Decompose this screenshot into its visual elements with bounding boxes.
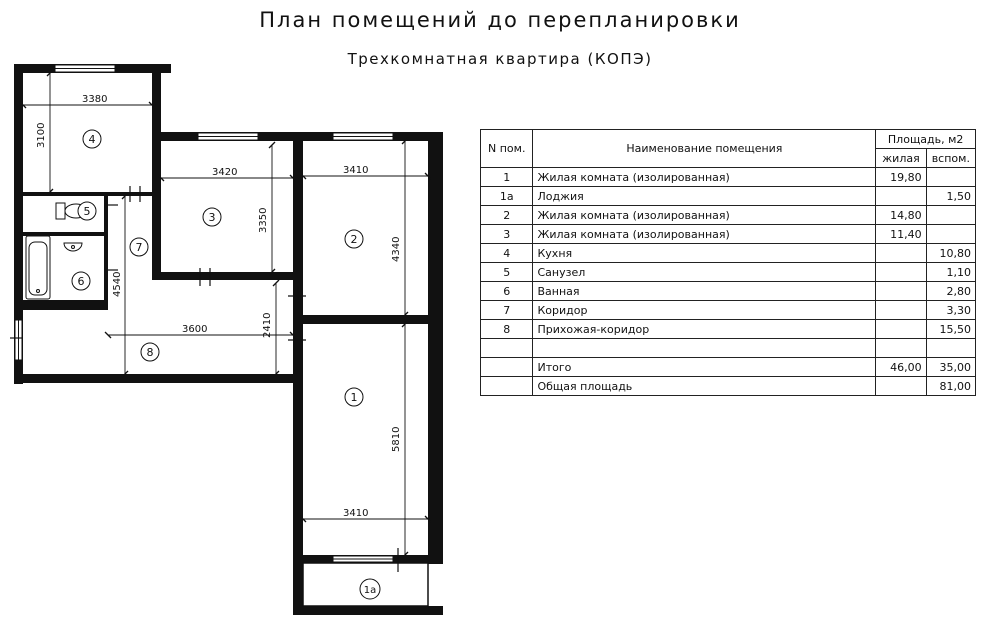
- dim-room1-height: 5810: [391, 426, 402, 452]
- row-living-area: [876, 377, 926, 396]
- row-name: Санузел: [533, 263, 876, 282]
- room-4-label: [83, 130, 101, 148]
- partition-room3-west: [152, 144, 161, 280]
- row-name: Жилая комната (изолированная): [533, 225, 876, 244]
- room-2-label: [345, 230, 363, 248]
- header-room-number: N пом.: [481, 130, 533, 168]
- row-aux-area: [926, 168, 975, 187]
- row-number: 8: [481, 320, 533, 339]
- svg-text:2: 2: [350, 233, 358, 246]
- dim-room7-length: 4540: [112, 271, 123, 297]
- row-living-area: 14,80: [876, 206, 926, 225]
- row-number: [481, 358, 533, 377]
- row-aux-area: 81,00: [926, 377, 975, 396]
- svg-text:5: 5: [83, 205, 91, 218]
- partition-bath-south: [23, 300, 108, 310]
- row-name: Жилая комната (изолированная): [533, 168, 876, 187]
- table-row: [481, 301, 976, 320]
- dim-room1-width: 3410: [343, 508, 369, 519]
- table-row: [481, 168, 976, 187]
- table-row: [481, 320, 976, 339]
- row-name: [533, 339, 876, 358]
- row-number: 1: [481, 168, 533, 187]
- header-room-name: Наименование помещения: [533, 130, 876, 168]
- dim-room3-height: 3350: [258, 207, 269, 233]
- row-aux-area: 2,80: [926, 282, 975, 301]
- row-living-area: [876, 282, 926, 301]
- svg-text:4: 4: [88, 133, 96, 146]
- row-name: Жилая комната (изолированная): [533, 206, 876, 225]
- row-name: Кухня: [533, 244, 876, 263]
- room-7-label: [130, 238, 148, 256]
- row-living-area: 46,00: [876, 358, 926, 377]
- row-name: Ванная: [533, 282, 876, 301]
- dim-room3-width: 3420: [212, 167, 238, 178]
- dim-room8-height: 2410: [262, 312, 273, 338]
- row-name: Прихожая-коридор: [533, 320, 876, 339]
- toilet-tank: [56, 203, 65, 219]
- row-living-area: 11,40: [876, 225, 926, 244]
- row-aux-area: 3,30: [926, 301, 975, 320]
- partition-room3-room2: [293, 141, 303, 301]
- wall-north-rooms: [152, 132, 443, 141]
- wall-east: [428, 132, 443, 564]
- svg-text:1: 1: [350, 391, 358, 404]
- area-table: [480, 129, 976, 396]
- row-number: 5: [481, 263, 533, 282]
- outer-walls: [14, 64, 443, 615]
- page-subtitle: Трехкомнатная квартира (КОПЭ): [347, 50, 653, 68]
- svg-text:3: 3: [208, 211, 216, 224]
- table-row: [481, 225, 976, 244]
- row-number: 2: [481, 206, 533, 225]
- room-8-label: [141, 343, 159, 361]
- table-row: [481, 206, 976, 225]
- table-row: [481, 339, 976, 358]
- floor-plan: [0, 0, 470, 625]
- sink: [64, 243, 82, 251]
- wall-south-hall: [14, 374, 294, 383]
- row-number: [481, 377, 533, 396]
- room-labels: [72, 130, 380, 599]
- row-number: 6: [481, 282, 533, 301]
- svg-text:7: 7: [135, 241, 143, 254]
- header-area: Площадь, м2: [876, 130, 976, 149]
- wall-loggia-south: [293, 606, 443, 615]
- row-living-area: [876, 301, 926, 320]
- room-1a-label: [360, 579, 380, 599]
- dim-room2-width: 3410: [343, 165, 369, 176]
- row-aux-area: 10,80: [926, 244, 975, 263]
- table-row: [481, 282, 976, 301]
- svg-text:6: 6: [77, 275, 85, 288]
- svg-text:1а: 1а: [363, 585, 377, 596]
- table-row: [481, 244, 976, 263]
- partition-wc-east: [104, 196, 108, 310]
- room-3-label: [203, 208, 221, 226]
- row-living-area: 19,80: [876, 168, 926, 187]
- room-1-label: [345, 388, 363, 406]
- room-6-label: [72, 272, 90, 290]
- row-living-area: [876, 320, 926, 339]
- table-row: [481, 187, 976, 206]
- row-name: Итого: [533, 358, 876, 377]
- partition-kitchen-south: [23, 192, 154, 196]
- svg-text:8: 8: [146, 346, 154, 359]
- dim-room4-width: 3380: [82, 94, 108, 105]
- dimension-lines: [23, 73, 428, 555]
- dim-room2-height: 4340: [391, 236, 402, 262]
- room-5-label: [78, 202, 96, 220]
- row-living-area: [876, 187, 926, 206]
- row-aux-area: [926, 339, 975, 358]
- dimension-ticks: [20, 70, 431, 558]
- row-number: 7: [481, 301, 533, 320]
- row-aux-area: [926, 225, 975, 244]
- row-name: Общая площадь: [533, 377, 876, 396]
- header-living: жилая: [876, 149, 926, 168]
- table-row: [481, 263, 976, 282]
- row-aux-area: 1,50: [926, 187, 975, 206]
- row-name: Лоджия: [533, 187, 876, 206]
- windows: [15, 65, 393, 562]
- dim-room4-height: 3100: [36, 122, 47, 148]
- header-auxiliary: вспом.: [926, 149, 975, 168]
- row-number: [481, 339, 533, 358]
- wall-room1-west: [293, 300, 303, 615]
- row-aux-area: 35,00: [926, 358, 975, 377]
- dim-room8-width: 3600: [182, 324, 208, 335]
- partition-wc-bath: [23, 232, 106, 236]
- row-living-area: [876, 263, 926, 282]
- row-living-area: [876, 339, 926, 358]
- row-name: Коридор: [533, 301, 876, 320]
- table-row: [481, 377, 976, 396]
- row-number: 3: [481, 225, 533, 244]
- row-number: 4: [481, 244, 533, 263]
- partition-room3-south: [152, 272, 302, 280]
- row-aux-area: 15,50: [926, 320, 975, 339]
- wall-room1-north: [293, 315, 428, 324]
- table-row: [481, 358, 976, 377]
- row-aux-area: [926, 206, 975, 225]
- row-aux-area: 1,10: [926, 263, 975, 282]
- page-title: План помещений до перепланировки: [259, 8, 741, 32]
- row-living-area: [876, 244, 926, 263]
- row-number: 1а: [481, 187, 533, 206]
